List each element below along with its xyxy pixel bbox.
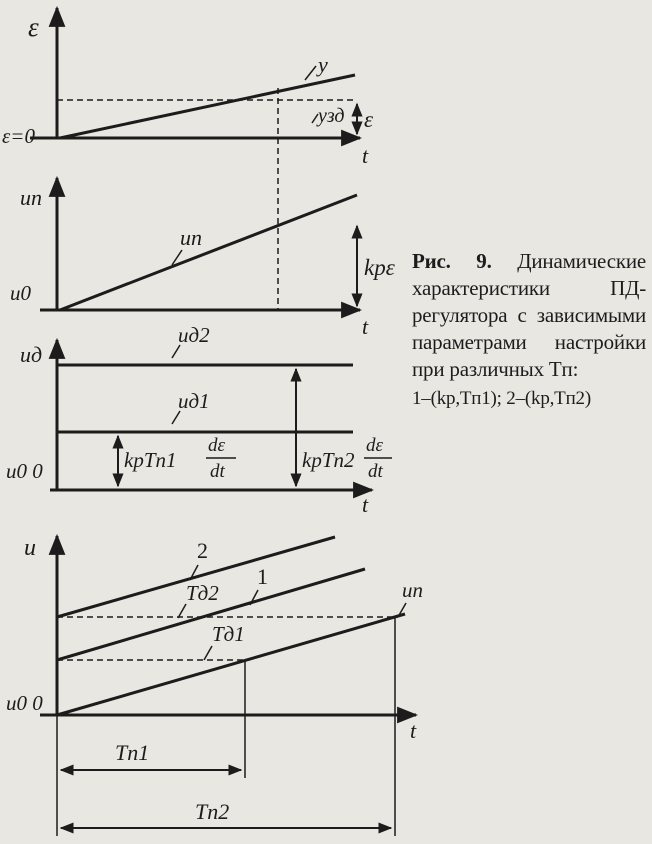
panel2-origin-label: u0 <box>10 281 31 305</box>
panel3-origin-label: u0 0 <box>6 459 43 483</box>
panel3-t-label: t <box>362 492 369 517</box>
panel3-deriv2-num: dε <box>366 435 383 456</box>
panel1-y-curve <box>60 75 355 138</box>
panel3-term1-label: kpTп1 <box>124 448 177 472</box>
panel1-setpoint-label: yзд <box>318 105 345 127</box>
panel4-line1-label: 1 <box>257 564 268 589</box>
panel4-td1-label: Tд1 <box>212 622 245 646</box>
panel1-curve-label: y <box>318 52 328 77</box>
panel1-error-label: ε <box>364 107 374 132</box>
caption-label: Рис. <box>412 249 451 273</box>
panel1-y-leader <box>305 66 316 80</box>
panel1-y-axis-label: ε <box>28 12 39 42</box>
figure-caption <box>412 248 646 412</box>
panel4-td2-leader <box>178 604 186 618</box>
panel2-y-axis-label: uп <box>20 185 42 210</box>
panel4-origin-label: u0 0 <box>6 691 43 715</box>
panel3-y-axis-label: uд <box>20 342 43 367</box>
panel4-tp2-label: Tп2 <box>195 799 230 824</box>
panel3-deriv1-den: dt <box>210 461 225 482</box>
panel2-gain-label: kpε <box>364 255 395 280</box>
panel3-deriv1-num: dε <box>208 435 225 456</box>
panel1-origin-label: ε=0 <box>2 124 35 148</box>
panel4-td2-label: Tд2 <box>186 581 219 605</box>
caption-cases: 1–(kp,Tп1); 2–(kp,Tп2) <box>412 388 591 409</box>
panel4-t-label: t <box>410 718 417 743</box>
panel4-td1-leader <box>204 646 212 660</box>
panel1-t-label: t <box>362 143 369 168</box>
panel4-tp1-label: Tп1 <box>115 740 150 765</box>
panel3-deriv2-den: dt <box>368 461 383 482</box>
panel3-ud1-label: uд1 <box>178 389 210 413</box>
panel2-up-line <box>60 195 357 310</box>
panel2-t-label: t <box>362 314 369 339</box>
panel2-curve-label: uп <box>180 225 202 250</box>
caption-number: 9. <box>476 249 492 273</box>
panel4-y-axis-label: u <box>24 535 36 561</box>
panel4-up-label: uп <box>402 578 423 602</box>
panel4-line-2 <box>57 537 335 617</box>
panel3-ud2-label: uд2 <box>178 323 210 347</box>
panel3-term2-label: kpTп2 <box>302 448 355 472</box>
caption-text: Динамические характеристики ПД-регулятора с зависимыми параметрами настройки при различных Tп: <box>412 249 646 381</box>
panel-error <box>30 8 360 310</box>
panel-total <box>40 536 416 836</box>
panel4-line2-label: 2 <box>197 538 208 563</box>
